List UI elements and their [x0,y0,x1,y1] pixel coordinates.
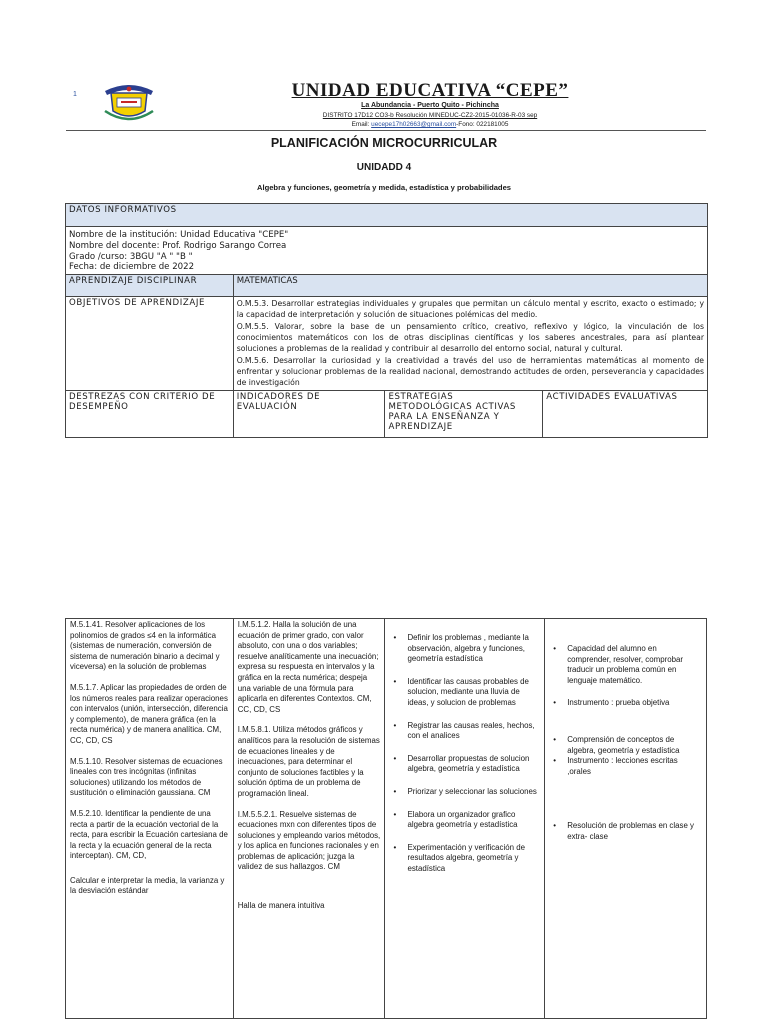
header-divider [66,130,706,131]
bullet-icon: • [553,734,556,744]
contact-line [0,121,768,128]
destrezas-cell [66,619,234,1019]
actividad-item [553,644,702,686]
actividad-text: Instrumento : lecciones escritas ,orales [567,756,678,776]
bullet-icon: • [393,720,397,730]
email-link[interactable]: uecepe17h02663@gmail.com [371,121,457,128]
unit-subject-line: Algebra y funciones, geometría y medida, estadística y probabilidades [256,183,512,192]
actividad-text: Capacidad del alumno en comprender, resolver, comprobar traducir un problema común en lenguaje matemático. [567,644,683,685]
column-header-indicadores: INDICADORES DE EVALUACIÓN [233,390,385,437]
phone-number: -Fono: 022181005 [456,121,509,128]
discipline-value: MATEMATICAS [233,275,707,297]
destreza-item: M.5.2.10. Identificar la pendiente de una recta a partir de la ecuación vectorial de la recta, para escribir la Ecuación cartesiana de la recta y la ecuación general de la recta interceptan). CM, CD, [70,808,228,861]
email-label: Email: [351,121,372,128]
destreza-item: M.5.1.10. Resolver sistemas de ecuaciones lineales con tres incógnitas (infinitas soluciones) utilizando los métodos de sustitución o eliminación gaussiana. CM [70,756,223,798]
planning-date: Fecha: de diciembre de 2022 [69,262,195,273]
estrategia-item [393,810,540,831]
actividad-item [553,698,702,709]
destreza-item: M.5.1.7. Aplicar las propiedades de orden de los números reales para realizar operaciones con intervalos (unión, intersección, diferencia y complemento), de manera gráfica (en la recta numérica) y de manera analítica. CM, CC, CD, CS [70,682,228,745]
estrategia-text: Identificar las causas probables de solucion, mediante una lluvia de ideas, y solucion de problemas [407,676,529,707]
indicador-item: I.M.5.8.1. Utiliza métodos gráficos y analíticos para la resolución de sistemas de ecuaciones lineales y de inecuaciones, para determinar el conjunto de soluciones factibles y la solución óptima de un problema de programación lineal. [237,725,380,798]
bullet-icon: • [393,842,397,852]
actividad-text: Comprensión de conceptos de algebra, geometría y estadística [567,734,680,755]
actividad-item [553,756,702,777]
estrategia-item [393,677,540,709]
institution-name: Nombre de la institución: Unidad Educativa "CEPE" [69,230,289,240]
objective-item: O.M.5.6. Desarrollar la curiosidad y la creatividad a través del uso de herramientas matemáticas al momento de enfrentar y solucionar problemas de la realidad nacional, demostrando actitudes de orden, perseverancia y capacidades de investigación [236,355,704,388]
indicadores-cell [233,619,385,1019]
estrategia-item [393,843,540,875]
estrategia-item [393,721,540,742]
info-header: DATOS INFORMATIVOS [66,204,708,227]
grade-course: Grado /curso: 3BGU "A " "B " [69,251,193,262]
estrategia-item [393,754,540,775]
objectives-label: OBJETIVOS DE APRENDIZAJE [66,297,234,390]
teacher-name: Nombre del docente: Prof. Rodrigo Sarango Correa [69,240,287,251]
column-header-actividades: ACTIVIDADES EVALUATIVAS [543,390,708,437]
actividad-text: Resolución de problemas en clase y extra- clase [567,821,694,841]
destreza-item: M.5.1.41. Resolver aplicaciones de los polinomios de grados ≤4 en la informática (sistemas de numeración, conversión de sistema de numeración binario a decimal y viceversa) en la solución de problemas [70,620,220,672]
bullet-icon: • [553,698,556,708]
school-location: La Abundancia - Puerto Quito - Pichincha [361,102,499,109]
estrategia-text: Elabora un organizador grafico algebra geometría y estadística [407,809,518,830]
destreza-item: Calcular e interpretar la media, la varianza y la desviación estándar [70,875,225,896]
bullet-icon: • [393,786,397,796]
estrategia-text: Desarrollar propuestas de solucion algebra, geometría y estadística [407,753,530,774]
estrategias-list [389,633,540,875]
actividades-cell [545,619,707,1019]
objective-item: O.M.5.3. Desarrollar estrategias individuales y grupales que permitan un cálculo mental y escrito, exacto o estimado; y la capacidad de interpretación y solución de situaciones polémicas del medio. [236,299,704,320]
bullet-icon: • [393,809,397,819]
unit-title: UNIDADD 4 [356,162,412,173]
estrategia-text: Registrar las causas reales, hechos, con el analices [407,720,535,741]
objective-item: O.M.5.5. Valorar, sobre la base de un pensamiento crítico, creativo, reflexivo y lógico, la vinculación de los conocimientos matemáticos con los de otras disciplinas científicas y los saberes ancestrales, para así plantear soluciones a problemas de la realidad y contribuir al desarrollo del entorno social, natural y cultural. [236,321,704,354]
district-resolution: DISTRITO 17D12 CO3-b Resolución MINEDUC-CZ2-2015-01036-R-03 sep [322,112,538,119]
estrategia-item [393,633,540,665]
objectives-cell [233,297,707,390]
actividad-item [553,735,702,756]
indicador-item: I.M.5.1.2. Halla la solución de una ecuación de primer grado, con valor absoluto, con una o dos variables; resuelve analíticamente una inecuación; expresa su respuesta en intervalos y la gráfica en la recta numérica; despeja una variable de una fórmula para aplicarla en diferentes Contextos. CM, CC, CD, CS [237,620,379,714]
info-table [65,203,708,438]
column-header-estrategias: ESTRATEGIAS METODOLÓGICAS ACTIVAS PARA LA ENSEÑANZA Y APRENDIZAJE [385,390,543,437]
bullet-icon: • [553,644,556,653]
school-name: UNIDAD EDUCATIVA “CEPE” [291,80,569,101]
column-header-destrezas: DESTREZAS CON CRITERIO DE DESEMPEÑO [66,390,234,437]
plan-table [65,618,707,1019]
discipline-label: APRENDIZAJE DISCIPLINAR [66,275,234,297]
document-title: PLANIFICACIÓN MICROCURRICULAR [270,136,498,150]
bullet-icon: • [393,676,397,686]
bullet-icon: • [553,821,556,831]
estrategia-text: Definir los problemas , mediante la observación, algebra y funciones, geometría estadística [407,633,529,664]
estrategia-item [393,787,540,798]
estrategias-cell [385,619,545,1019]
actividad-item [553,821,702,842]
bullet-icon: • [393,753,397,763]
page-marker: 1 [73,91,77,98]
actividades-list [549,644,702,843]
estrategia-text: Experimentación y verificación de resultados algebra, geometría y estadística [407,842,525,873]
estrategia-text: Priorizar y seleccionar las soluciones [407,786,537,796]
general-info-cell [66,227,708,275]
document-header [0,0,768,135]
bullet-icon: • [393,633,397,642]
indicador-item: Halla de manera intuitiva [237,901,325,911]
bullet-icon: • [553,756,556,766]
actividad-text: Instrumento : prueba objetiva [567,698,670,708]
indicador-item: I.M.5.5.2.1. Resuelve sistemas de ecuaciones mxn con diferentes tipos de soluciones y empleando varios métodos, y los aplica en funciones racionales y en problemas de aplicación; juzga la validez de sus hallazgos. CM [237,809,381,872]
